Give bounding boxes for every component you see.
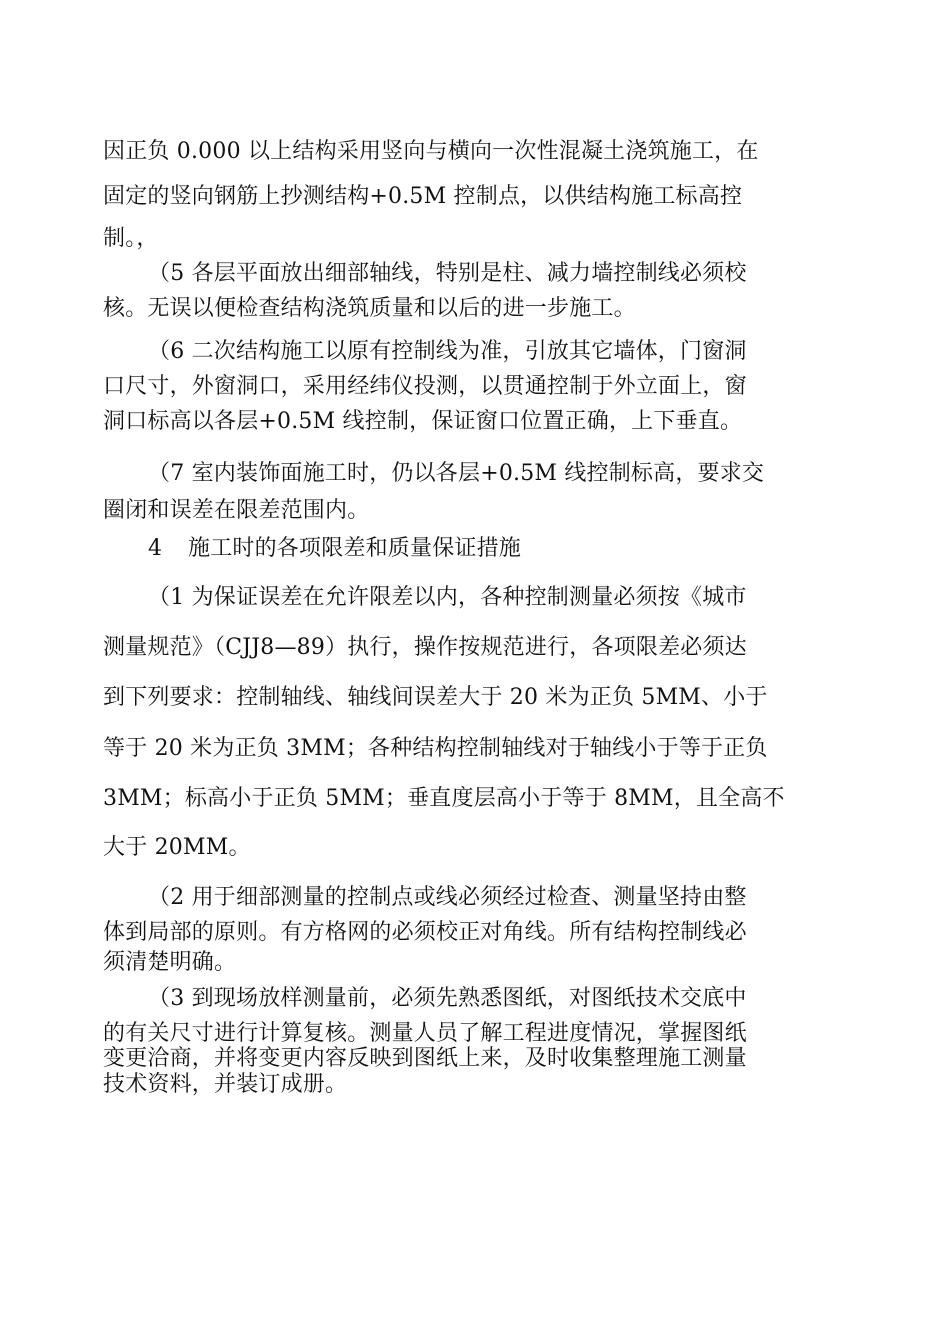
text-line: 制。， [103,226,159,251]
text-line: 技术资料，并装订成册。 [103,1072,348,1097]
text-line: 到下列要求：控制轴线、轴线间误差大于 20 米为正负 5MM、小于 [103,685,768,710]
text-line: 的有关尺寸进行计算复核。测量人员了解工程进度情况，掌握图纸 [103,1021,747,1046]
text-line: （5 各层平面放出细部轴线，特别是柱、减力墙控制线必须校 [148,261,747,286]
text-line: 口尺寸，外窗洞口，采用经纬仪投测，以贯通控制于外立面上，窗 [103,374,747,399]
text-line: 变更洽商，并将变更内容反映到图纸上来，及时收集整理施工测量 [103,1046,747,1071]
section-number: 4 [148,536,163,561]
section-title: 施工时的各项限差和质量保证措施 [188,536,522,561]
text-line: （6 二次结构施工以原有控制线为准，引放其它墙体，门窗洞 [148,339,747,364]
text-line: （1 为保证误差在允许限差以内，各种控制测量必须按《城市 [148,585,747,610]
text-line: 核。无误以便检查结构浇筑质量和以后的进一步施工。 [103,296,636,321]
text-line: 测量规范》（CJJ8—89）执行，操作按规范进行，各项限差必须达 [103,635,747,660]
text-line: 圈闭和误差在限差范围内。 [103,498,370,523]
text-line: 洞口标高以各层+0.5M 线控制，保证窗口位置正确，上下垂直。 [103,409,743,434]
text-line: 等于 20 米为正负 3MM；各种结构控制轴线对于轴线小于等于正负 [103,736,768,761]
text-line: （2 用于细部测量的控制点或线必须经过检查、测量坚持由整 [148,885,747,910]
text-line: 固定的竖向钢筋上抄测结构+0.5M 控制点，以供结构施工标高控 [103,184,743,209]
text-line: 大于 20MM。 [103,835,251,860]
text-line: 须清楚明确。 [103,950,237,975]
text-line: （3 到现场放样测量前，必须先熟悉图纸，对图纸技术交底中 [148,986,747,1011]
text-line: 因正负 0.000 以上结构采用竖向与横向一次性混凝土浇筑施工，在 [103,139,759,164]
text-line: （7 室内装饰面施工时，仍以各层+0.5M 线控制标高，要求交 [148,461,765,486]
text-line: 3MM；标高小于正负 5MM；垂直度层高小于等于 8MM，且全高不 [103,786,785,811]
text-line: 体到局部的原则。有方格网的必须校正对角线。所有结构控制线必 [103,920,747,945]
section-heading [148,535,521,563]
